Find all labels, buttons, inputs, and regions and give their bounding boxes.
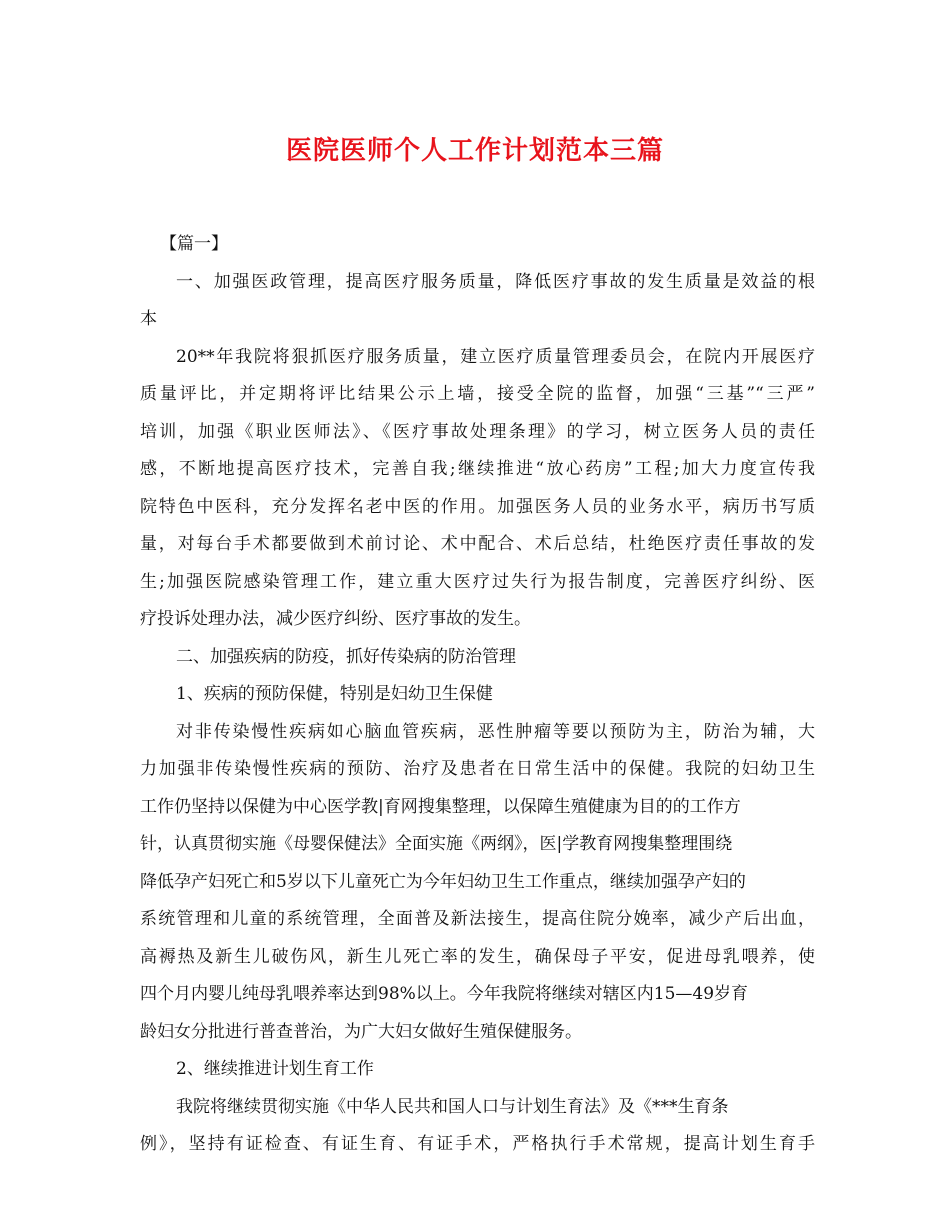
text-line: 对非传染慢性疾病如心脑血管疾病，恶性肿瘤等要以预防为主，防治为辅，大	[176, 721, 815, 742]
text-line: 龄妇女分批进行普查普治，为广大妇女做好生殖保健服务。	[140, 1021, 582, 1042]
document-body	[140, 226, 815, 1164]
text-line: 四个月内婴儿纯母乳喂养率达到98%以上。今年我院将继续对辖区内15—49岁育	[140, 984, 749, 1004]
text-line: 力加强非传染慢性疾病的预防、治疗及患者在日常生活中的保健。我院的妇幼卫生	[140, 759, 815, 779]
text-line: 高褥热及新生儿破伤风，新生儿死亡率的发生，确保母子平安，促进母乳喂养，使	[140, 946, 815, 967]
text-line: 系统管理和儿童的系统管理，全面普及新法接生，提高住院分娩率，减少产后出血，	[140, 909, 815, 929]
text-line: 我院将继续贯彻实施《中华人民共和国人口与计划生育法》及《***生育条	[176, 1096, 729, 1117]
text-line: 工作仍坚持以保健为中心医学教|育网搜集整理，以保障生殖健康为目的的工作方	[140, 796, 741, 817]
text-line: 疗投诉处理办法，减少医疗纠纷、医疗事故的发生。	[140, 609, 531, 629]
section-label: 【篇一】	[160, 234, 228, 254]
text-line: 院特色中医科，充分发挥名老中医的作用。加强医务人员的业务水平，病历书写质	[140, 496, 815, 517]
text-line: 培训，加强《职业医师法》、《医疗事故处理条理》的学习，树立医务人员的责任	[140, 421, 815, 442]
text-line: 二、加强疾病的防疫，抓好传染病的防治管理	[176, 646, 516, 667]
text-line: 2、继续推进计划生育工作	[176, 1059, 374, 1079]
text-line: 例》，坚持有证检查、有证生育、有证手术，严格执行手术常规，提高计划生育手	[140, 1134, 815, 1154]
text-line: 降低孕产妇死亡和5岁以下儿童死亡为今年妇幼卫生工作重点，继续加强孕产妇的	[140, 871, 746, 892]
text-line: 针，认真贯彻实施《母婴保健法》全面实施《两纲》，医|学教育网搜集整理围绕	[140, 834, 733, 854]
text-line: 20**年我院将狠抓医疗服务质量，建立医疗质量管理委员会，在院内开展医疗	[176, 346, 815, 367]
document-title: 医院医师个人工作计划范本三篇	[285, 136, 664, 166]
text-line: 感，不断地提高医疗技术，完善自我;继续推进“放心药房”工程;加大力度宣传我	[140, 459, 815, 479]
text-line: 本	[140, 309, 157, 329]
paragraph-lines	[140, 264, 815, 1164]
text-line: 1、疾病的预防保健，特别是妇幼卫生保健	[176, 684, 493, 704]
text-line: 量，对每台手术都要做到术前讨论、术中配合、术后总结，杜绝医疗责任事故的发	[140, 534, 815, 554]
text-line: 一、加强医政管理，提高医疗服务质量，降低医疗事故的发生质量是效益的根	[176, 271, 815, 292]
text-line: 质量评比，并定期将评比结果公示上墙，接受全院的监督，加强“三基”“三严”	[140, 384, 815, 404]
text-line: 生;加强医院感染管理工作，建立重大医疗过失行为报告制度，完善医疗纠纷、医	[140, 571, 815, 592]
